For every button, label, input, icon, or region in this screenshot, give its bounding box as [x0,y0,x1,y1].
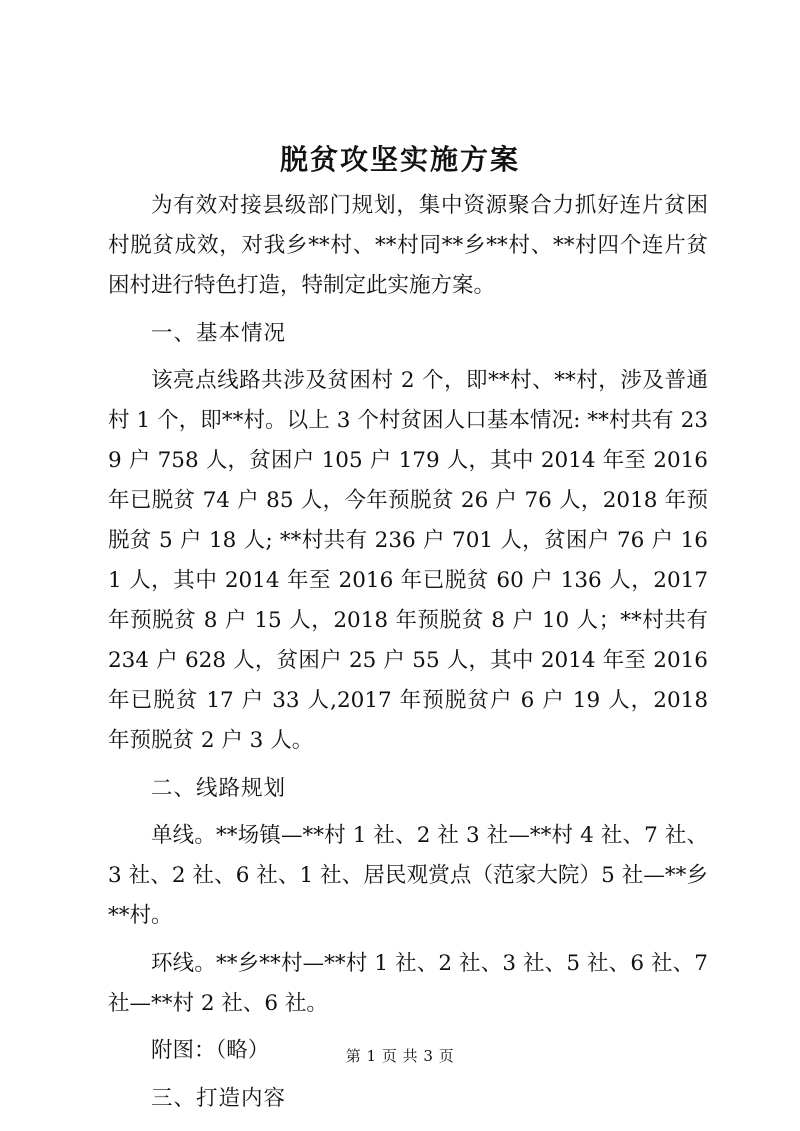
section-heading-basic-situation: 一、基本情况 [151,320,287,346]
section-heading-construction-content: 三、打造内容 [151,1085,287,1111]
intro-paragraph: 为有效对接县级部门规划，集中资源聚合力抓好连片贫困村脱贫成效，对我乡**村、**村同**乡**村、**村四个连片贫困村进行特色打造，特制定此实施方案。 [108,193,708,298]
document-title: 脱贫攻坚实施方案 [279,143,520,176]
single-route-paragraph: 单线。**场镇—**村 1 社、2 社 3 社—**村 4 社、7 社、3 社、2 社、6 社、1 社、居民观赏点（范家大院）5 社—**乡**村。 [108,823,708,928]
page-footer: 第 1 页 共 3 页 [345,1047,455,1065]
section-heading-route-planning: 二、线路规划 [151,775,287,801]
attached-map-note: 附图：（略） [151,1038,270,1063]
basic-situation-paragraph: 该亮点线路共涉及贫困村 2 个，即**村、**村，涉及普通村 1 个，即**村。以上 3 个村贫困人口基本情况: **村共有 239 户 758 人，贫困户 105 户 179 人，其中 2014 年至 2016 年已脱贫 74 户 85 人，今年预脱贫 26 户 76 人，2018 年预脱贫 5 户 18 人; **村共有 236 户 701 人，贫困户 76 户 161 人，其中 2014 年至 2016 年已脱贫 60 户 136 人，2017 年预脱贫 8 户 15 人，2018 年预脱贫 8 户 10 人；**村共有 234 户 628 人，贫困户 25 户 55 人，其中 2014 年至 2016 年已脱贫 17 户 33 人,2017 年预脱贫户 6 户 19 人，2018 年预脱贫 2 户 3 人。 [108,368,708,753]
loop-route-paragraph: 环线。**乡**村—**村 1 社、2 社、3 社、5 社、6 社、7 社—**村 2 社、6 社。 [108,950,708,1016]
document-body [108,186,708,1126]
